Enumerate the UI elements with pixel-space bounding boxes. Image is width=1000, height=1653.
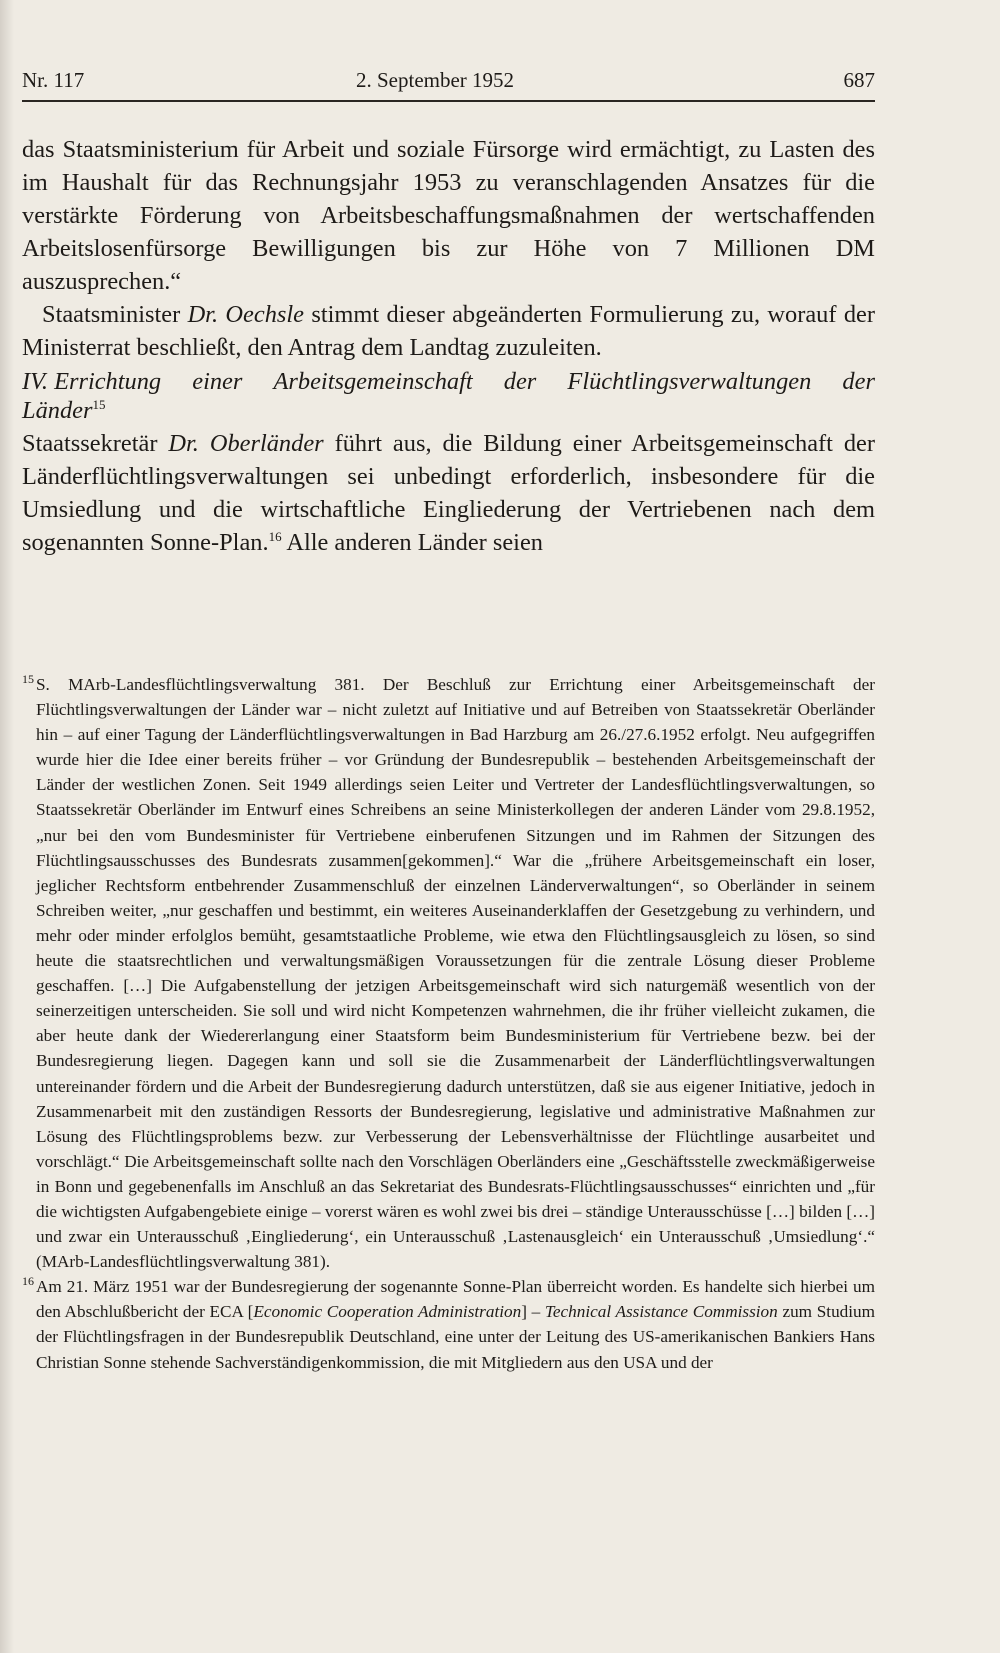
heading-word: IV. Errichtung	[22, 368, 162, 395]
person-name: Dr. Oberländer	[168, 430, 324, 457]
footnote-15	[22, 672, 875, 1274]
section-heading	[22, 367, 875, 425]
session-date: 2. September 1952	[356, 68, 515, 92]
heading-word: Flüchtlingsverwaltungen	[567, 368, 812, 395]
text-segment: Staatssekretär	[22, 430, 169, 457]
text-segment: stimmt dieser abgeänderten Formulierung zu, worauf der Ministerrat beschließt, den Antrag dem Landtag zuzuleiten.	[22, 301, 875, 361]
main-text	[22, 133, 875, 559]
footnote-italic-text: Technical Assistance Commission	[544, 1302, 778, 1322]
page-number: 687	[843, 68, 875, 92]
scan-edge-shadow	[0, 0, 14, 1653]
footnote-text: Am 21. März 1951 war der Bundesregierung der sogenannte Sonne-Plan überreicht worden. Es handelte sich hierbei um den Abschlußbericht der ECA [	[36, 1277, 875, 1322]
heading-word: der	[503, 368, 537, 395]
heading-word: einer	[192, 368, 243, 395]
text-segment: Staatsminister	[42, 301, 188, 328]
footnote-italic-text: Economic Cooperation Administration	[253, 1302, 522, 1322]
document-number: Nr. 117	[22, 68, 85, 92]
footnotes	[22, 672, 875, 1375]
heading-line	[22, 396, 875, 425]
page-header	[22, 66, 875, 102]
footnote-text: zum Studium der Flüchtlingsfragen in der Bundesrepublik Deutschland, eine unter der Leitung des US-amerikanischen Bankiers Hans Christian Sonne stehende Sachverständigenkommission, die mit Mitgliedern aus den USA und der	[36, 1302, 875, 1372]
footnote-number: 15	[22, 672, 34, 686]
footnote-reference: 15	[92, 397, 106, 412]
person-name: Dr. Oechsle	[187, 301, 304, 328]
heading-word: der	[842, 368, 875, 395]
heading-word: Arbeitsgemeinschaft	[273, 368, 473, 395]
paragraph-oechsle	[22, 298, 875, 364]
footnote-text: S. MArb-Landesflüchtlingsverwaltung 381. Der Beschluß zur Errichtung einer Arbeitsgemeinschaft der Flüchtlingsverwaltungen der Länder war – nicht zuletzt auf Initiative und auf Betreiben von Staatssekretär Oberländer hin – auf einer Tagung der Länderflüchtlingsverwaltungen in Bad Harzburg am 26./27.6.1952 erfolgt. Neu aufgegriffen wurde hier die Idee einer bereits früher – vor Gründung der Bundesrepublik – bestehenden Arbeitsgemeinschaft der Länder der westlichen Zonen. Seit 1949 allerdings seien Leiter und Vertreter der Landesflüchtlingsverwaltungen, so Staatssekretär Oberländer im Entwurf eines Schreibens an seine Ministerkollegen der anderen Länder vom 29.8.1952, „nur bei den vom Bundesminister für Vertriebene einberufenen Sitzungen und im Rahmen der Sitzungen des Flüchtlingsausschusses des Bundesrats zusammen[gekommen].“ War die „frühere Arbeitsgemeinschaft ein loser, jeglicher Rechtsform entbehrender Zusammenschluß der einzelnen Länderverwaltungen“, so Oberländer in seinem Schreiben weiter, „nur geschaffen und bestimmt, ein weiteres Auseinanderklaffen der Gesetzgebung zu verhindern, und mehr oder minder erfolglos bemüht, gesamtstaatliche Probleme, wie etwa den Flüchtlingsausgleich zu lösen, so sind heute die staatsrechtlichen und verwaltungsmäßigen Voraussetzungen für die zentrale Lösung dieser Probleme geschaffen. […] Die Aufgabenstellung der jetzigen Arbeitsgemeinschaft wird sich naturgemäß wesentlich von der seinerzeitigen unterscheiden. Sie soll und wird nicht Kompetenzen wahrnehmen, die ihr früher vielleicht zukamen, die aber heute dank der Wiedererlangung einer Staatsform beim Bundesministerium für Vertriebene bezw. bei der Bundesregierung liegen. Dagegen kann und soll sie die Zusammenarbeit der Länderflüchtlingsverwaltungen untereinander fördern und die Arbeit der Bundesregierung dadurch unterstützen, daß sie aus eigener Initiative, jedoch in Zusammenarbeit mit den zuständigen Ressorts der Bundesregierung, legislative und administrative Maßnahmen zur Lösung des Flüchtlingsproblems bezw. zur Verbesserung der Lebensverhältnisse der Flüchtlinge ausarbeitet und vorschlägt.“ Die Arbeitsgemeinschaft sollte nach den Vorschlägen Oberländers eine „Geschäftsstelle zweckmäßigerweise in Bonn und gegebenenfalls im Anschluß an das Sekretariat des Bundesrats-Flüchtlingsausschusses“ einrichten und „für die wichtigsten Aufgabengebiete einige – vorerst wären es wohl zwei bis drei – ständige Unterausschüsse […] bilden […] und zwar ein Unterausschuß ‚Eingliederung‘, ein Unterausschuß ‚Lastenausgleich‘ ein Unterausschuß ‚Umsiedlung‘.“ (MArb-Landesflüchtlingsverwaltung 381).	[36, 675, 875, 1272]
heading-word: Länder	[22, 397, 93, 424]
paragraph-oberlaender	[22, 427, 875, 559]
footnote-number: 16	[22, 1274, 34, 1289]
footnote-16	[22, 1274, 875, 1374]
text-segment: führt aus, die Bildung einer Arbeitsgemeinschaft der Länderflüchtlingsverwaltungen sei unbedingt erforderlich, insbesondere für die Umsiedlung und die wirtschaftliche Eingliederung der Vertriebenen nach dem sogenannten Sonne-Plan.	[22, 430, 876, 556]
heading-line	[22, 367, 875, 396]
footnote-text: ] –	[521, 1302, 545, 1322]
paragraph-resolution: das Staatsministerium für Arbeit und soziale Fürsorge wird ermächtigt, zu Lasten des im Haushalt für das Rechnungsjahr 1953 zu veranschlagenden Ansatzes für die verstärkte Förderung von Arbeitsbeschaffungsmaßnahmen der wertschaffenden Arbeitslosenfürsorge Bewilligungen bis zur Höhe von 7 Millionen DM auszusprechen.“	[22, 136, 875, 295]
text-segment: Alle anderen Länder seien	[281, 529, 543, 556]
footnote-reference: 16	[268, 529, 282, 544]
